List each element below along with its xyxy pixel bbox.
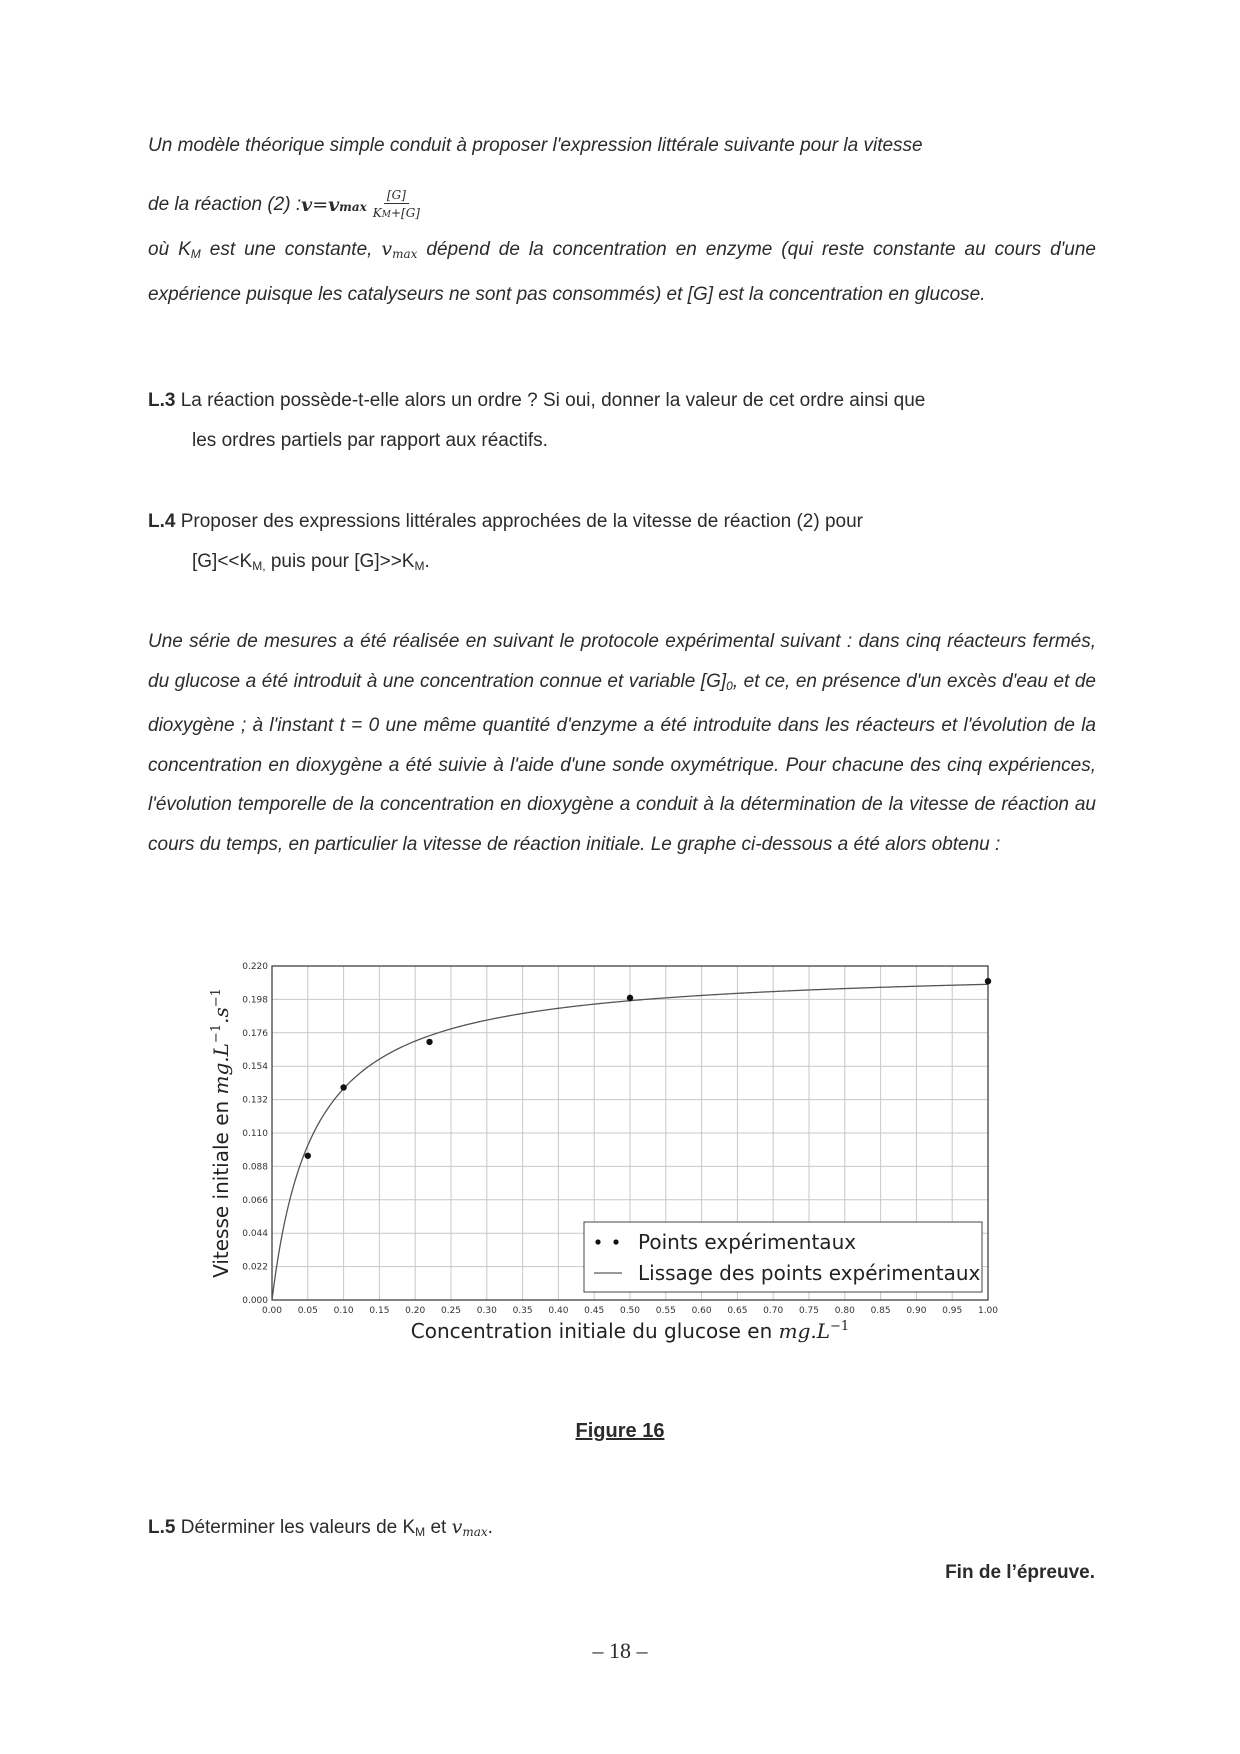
x-tick-label: 0.75 — [798, 1306, 820, 1316]
x-tick-label: 0.40 — [548, 1306, 569, 1316]
x-tick-label: 0.90 — [906, 1306, 927, 1316]
legend-label-fit: Lissage des points expérimentaux — [638, 1261, 981, 1285]
fraction-numerator: [G] — [384, 188, 409, 204]
question-l3 — [148, 381, 1096, 460]
question-text-continued: les ordres partiels par rapport aux réactifs. — [192, 429, 548, 451]
x-tick-label: 0.50 — [619, 1306, 641, 1316]
y-axis-label: Vitesse initiale en $mg.L^{-1}.s^{-1}$ — [209, 988, 233, 1278]
l5-km-sub: M — [415, 1525, 426, 1539]
protocol-text-2: , et ce, en présence d'un excès d'eau et de dioxygène ; à l'instant t = 0 une même quantité d'enzyme a été introduite dans les réacteurs et l'évolution de la concentration en dioxygène a été suivie à l'aide d'une sonde oxymétrique. Pour chacune des cinq expériences, l'évolution temporelle de la concentration en dioxygène a conduit à la détermination de la vitesse de réaction au cours du temps, en particulier la vitesse de réaction initiale. Le graphe ci-dessous a été alors obtenu : — [148, 670, 1096, 855]
def-text-1: où K — [148, 239, 191, 260]
formula-fraction — [373, 188, 420, 222]
x-tick-label: 0.10 — [333, 1306, 354, 1316]
l4-part-c: . — [424, 550, 430, 572]
y-tick-label: 0.022 — [242, 1262, 268, 1273]
question-l5 — [148, 1508, 1096, 1553]
intro-line-1 — [148, 126, 1096, 166]
data-point — [426, 1039, 432, 1045]
x-tick-label: 0.55 — [655, 1306, 676, 1316]
legend-marker-points — [595, 1239, 600, 1244]
def-text-2: est une constante, — [200, 239, 382, 260]
fraction-den-sub: M — [381, 210, 391, 220]
formula-prefix: de la réaction (2) : — [148, 194, 302, 215]
question-text: Proposer des expressions littérales approchées de la vitesse de réaction (2) pour — [175, 511, 863, 532]
y-tick-label: 0.088 — [242, 1162, 268, 1173]
x-tick-label: 0.20 — [405, 1306, 426, 1316]
l4-sub-1: M, — [252, 558, 266, 573]
formula-v: v — [301, 194, 313, 216]
y-tick-label: 0.132 — [242, 1095, 268, 1106]
y-tick-label: 0.198 — [242, 995, 268, 1006]
x-tick-label: 0.00 — [261, 1306, 283, 1316]
y-tick-label: 0.220 — [242, 962, 268, 972]
x-tick-label: 0.85 — [870, 1306, 891, 1316]
l5-and: et — [425, 1517, 452, 1538]
x-tick-label: 0.65 — [727, 1306, 748, 1316]
x-tick-label: 1.00 — [977, 1306, 999, 1316]
x-tick-label: 0.15 — [369, 1306, 390, 1316]
chart-legend — [584, 1222, 982, 1292]
def-vmax-sub: max — [392, 247, 418, 261]
x-tick-label: 0.05 — [297, 1306, 318, 1316]
y-tick-label: 0.044 — [242, 1229, 268, 1240]
x-tick-label: 0.35 — [512, 1306, 533, 1316]
l4-part-b: puis pour [G]>>K — [265, 550, 415, 572]
x-tick-label: 0.70 — [763, 1306, 784, 1316]
end-of-exam: Fin de l’épreuve. — [945, 1562, 1095, 1583]
y-tick-label: 0.000 — [242, 1296, 268, 1306]
def-km-sub: M — [190, 247, 201, 261]
def-vmax: v — [381, 238, 393, 260]
formula-equals: = — [312, 194, 329, 216]
page-number: – 18 – — [592, 1638, 648, 1663]
figure-caption: Figure 16 — [575, 1420, 665, 1442]
y-tick-label: 0.110 — [242, 1129, 268, 1139]
l5-end: . — [487, 1517, 493, 1538]
x-tick-label: 0.45 — [584, 1306, 605, 1316]
l4-part-a: [G]<<K — [192, 550, 253, 572]
question-text-continued — [148, 542, 1096, 587]
x-tick-label: 0.80 — [834, 1306, 855, 1316]
protocol-paragraph — [148, 622, 1096, 864]
x-tick-label: 0.25 — [440, 1306, 462, 1316]
legend-marker-points — [613, 1239, 618, 1244]
question-number: L.4 — [148, 511, 176, 532]
formula-vmax — [328, 194, 367, 216]
l5-vmax: v — [451, 1516, 463, 1538]
y-tick-label: 0.066 — [242, 1195, 268, 1206]
formula-vmax-sub: max — [339, 200, 367, 214]
l4-sub-2: M — [414, 558, 425, 573]
fraction-den-k: K — [372, 206, 382, 220]
question-text: La réaction possède-t-elle alors un ordre ? Si oui, donner la valeur de cet ordre ainsi que — [175, 390, 926, 411]
question-text: Déterminer les valeurs de K — [175, 1517, 416, 1538]
figure-16-chart — [200, 960, 1020, 1400]
question-l4 — [148, 502, 1096, 586]
l5-vmax-sub: max — [462, 1525, 488, 1539]
protocol-text-1: Une série de mesures a été réalisée en suivant le protocole expérimental suivant : dans cinq réacteurs fermés, du glucose a été introduit à une concentration connue et variable [G] — [148, 631, 1096, 692]
y-tick-label: 0.176 — [242, 1028, 268, 1039]
protocol-g0-sub: 0 — [726, 678, 733, 693]
x-tick-label: 0.30 — [476, 1306, 497, 1316]
data-point — [340, 1084, 346, 1090]
def-text-3: dépend de la concentration en enzyme (qui reste constante au cours d'une expérience puisque les catalyseurs ne sont pas consommés) et [G] est la concentration en glucose. — [148, 239, 1096, 305]
data-point — [627, 995, 633, 1001]
definitions-paragraph — [148, 230, 1096, 314]
fraction-den-rest: +[G] — [390, 206, 420, 220]
question-number: L.3 — [148, 390, 176, 411]
fraction-denominator — [373, 204, 420, 222]
x-tick-label: 0.95 — [942, 1306, 963, 1316]
x-tick-label: 0.60 — [691, 1306, 712, 1316]
data-point — [305, 1153, 311, 1159]
legend-label-points: Points expérimentaux — [638, 1230, 857, 1254]
data-point — [985, 978, 991, 984]
intro-text: Un modèle théorique simple conduit à proposer l'expression littérale suivante pour la vitesse — [148, 135, 923, 156]
formula-vmax-symbol: v — [328, 194, 340, 216]
x-axis-label: Concentration initiale du glucose en $mg.L^{-1}$ — [410, 1319, 850, 1343]
y-tick-label: 0.154 — [242, 1062, 268, 1073]
rate-formula — [148, 188, 420, 222]
question-number: L.5 — [148, 1517, 176, 1538]
